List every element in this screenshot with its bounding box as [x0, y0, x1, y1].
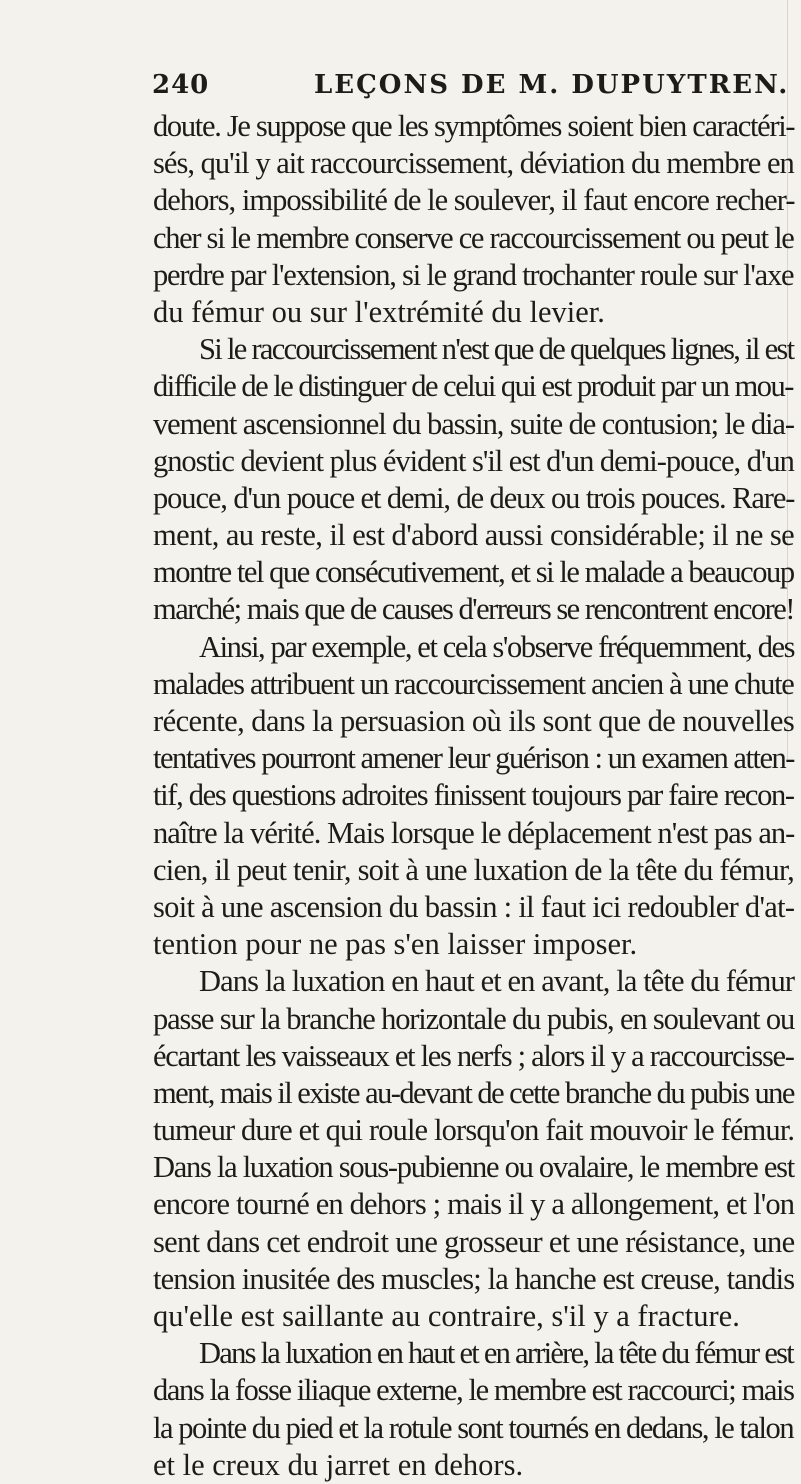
paragraph-start-line: Ainsi, par exemple, et cela s'observe fréquemment, des [199, 629, 795, 664]
text-line: marché; mais que de causes d'erreurs se rencontrent encore! [153, 592, 794, 627]
text-line: tif, des questions adroites finissent toujours par faire recon- [153, 778, 794, 813]
paragraph-start-line: Si le raccourcissement n'est que de quelques lignes, il est [199, 332, 794, 367]
text-line: du fémur ou sur l'extrémité du levier. [153, 294, 605, 329]
text-line: tention pour ne pas s'en laisser imposer. [153, 927, 638, 962]
text-line: tension inusitée des muscles; la hanche est creuse, tandis [153, 1261, 795, 1296]
text-line: la pointe du pied et la rotule sont tournés en dedans, le talon [153, 1410, 794, 1445]
text-line: cien, il peut tenir, soit à une luxation de la tête du fémur, [153, 852, 795, 887]
text-line: malades attribuent un raccourcissement ancien à une chute [153, 666, 794, 701]
text-line: ment, mais il existe au-devant de cette branche du pubis une [153, 1075, 794, 1110]
text-line: et le creux du jarret en dehors. [153, 1447, 524, 1482]
text-line: passe sur la branche horizontale du pubis, en soulevant ou [153, 1001, 795, 1036]
text-line: sés, qu'il y ait raccourcissement, déviation du membre en [153, 146, 794, 181]
text-line: dehors, impossibilité de le soulever, il faut encore recher- [153, 183, 795, 218]
text-line: Dans la luxation sous-pubienne ou ovalaire, le membre est [153, 1150, 794, 1185]
text-line: naître la vérité. Mais lorsque le déplacement n'est pas an- [153, 815, 795, 850]
text-line: récente, dans la persuasion où ils sont que de nouvelles [153, 704, 795, 738]
text-line: sent dans cet endroit une grosseur et une résistance, une [153, 1224, 795, 1259]
text-line: tumeur dure et qui roule lorsqu'on fait mouvoir le fémur. [153, 1113, 795, 1148]
text-line: écartant les vaisseaux et les nerfs ; alors il y a raccourcisse- [153, 1038, 794, 1073]
running-title: LEÇONS DE M. DUPUYTREN. [314, 70, 790, 100]
text-line: montre tel que consécutivement, et si le malade a beaucoup [153, 555, 794, 590]
text-line: perdre par l'extension, si le grand trochanter roule sur l'axe [153, 257, 794, 292]
text-line: pouce, d'un pouce et demi, de deux ou trois pouces. Rare- [153, 480, 795, 515]
text-line: difficile de le distinguer de celui qui est produit par un mou- [153, 369, 793, 404]
page-number: 240 [152, 70, 210, 100]
text-line: encore tourné en dehors ; mais il y a allongement, et l'on [153, 1187, 795, 1222]
text-line: vement ascensionnel du bassin, suite de contusion; le dia- [153, 406, 794, 441]
text-line: tentatives pourront amener leur guérison : un examen atten- [153, 741, 794, 776]
paragraph-start-line: Dans la luxation en haut et en avant, la tête du fémur [199, 964, 795, 999]
text-line: qu'elle est saillante au contraire, s'il y a fracture. [153, 1299, 740, 1333]
text-line: soit à une ascension du bassin : il faut ici redoubler d'at- [153, 889, 795, 924]
text-line: gnostic devient plus évident s'il est d'un demi-pouce, d'un [153, 443, 794, 478]
text-line: dans la fosse iliaque externe, le membre est raccourci; mais [153, 1373, 794, 1408]
text-line: doute. Je suppose que les symptômes soient bien caractéri- [153, 109, 795, 143]
body-text [153, 108, 798, 1484]
text-line: cher si le membre conserve ce raccourcissement ou peut le [153, 220, 794, 255]
paragraph-start-line: Dans la luxation en haut et en arrière, la tête du fémur est [199, 1336, 793, 1371]
running-header [152, 70, 792, 110]
text-line: ment, au reste, il est d'abord aussi considérable; il ne se [153, 518, 795, 553]
